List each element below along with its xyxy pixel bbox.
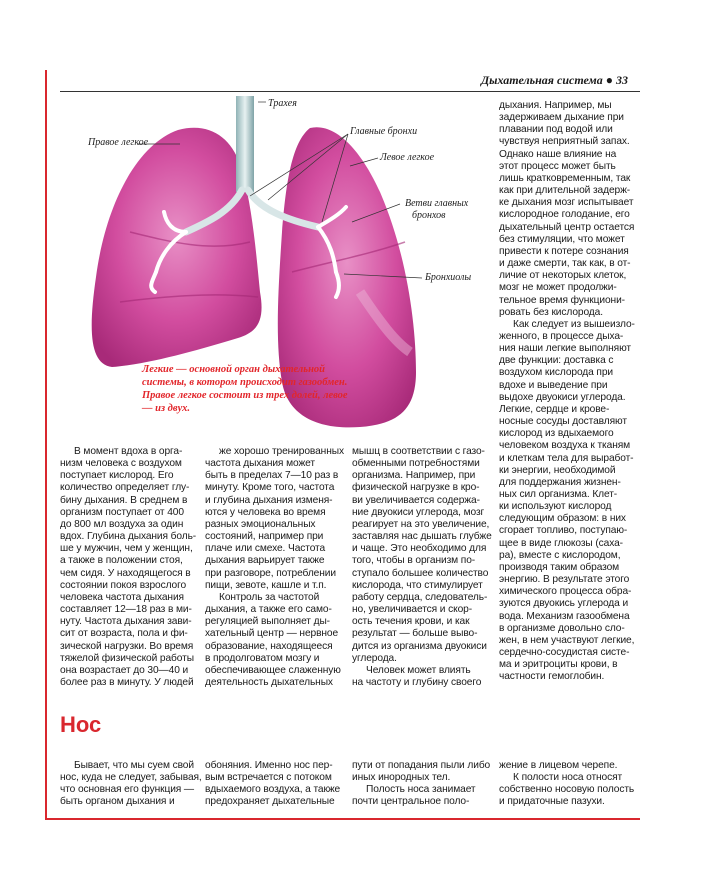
text-line: и даже смерти, так как, в от- [499, 258, 631, 270]
label-left-lung: Левое легкое [380, 152, 435, 163]
nos-column-3 [352, 760, 490, 809]
text-line: Человек может влиять [366, 664, 471, 676]
text-line: углерода. [352, 652, 397, 664]
label-branches-2: бронхов [412, 210, 446, 221]
text-line: физической нагрузке в кро- [352, 482, 480, 494]
text-line: для поддержания жизнен- [499, 476, 621, 488]
text-line: организм поступает от 400 [60, 506, 184, 518]
text-line: Легкие, сердце и крове- [499, 403, 610, 415]
text-line: зической нагрузки. Во время [60, 640, 194, 652]
text-line: что основная его функция — [60, 784, 195, 796]
text-line: ость течения крови, и как [352, 616, 470, 628]
text-line: привести к потере сознания [499, 245, 629, 257]
label-main-bronchi: Главные бронхи [350, 126, 418, 137]
text-line: зуются двуокись углерода и [499, 598, 629, 610]
text-line: жен, в нем участвуют легкие, [499, 634, 635, 646]
text-line: сгорает топливо, поступаю- [499, 525, 628, 537]
text-line: жение в лицевом черепе. [499, 760, 618, 771]
text-line: кислород из вдыхаемого [499, 428, 614, 440]
text-line: собственно носовую полость [499, 784, 635, 796]
text-line: и глубина дыхания изменя- [205, 494, 333, 506]
page-border-bottom [45, 818, 640, 820]
text-line: минуту. Кроме того, частота [205, 482, 335, 494]
text-line: пути от попадания пыли либо [352, 760, 491, 771]
figure-caption: Легкие — основной орган дыхательной системы, в котором происходит газообмен. Правое легкое состоит из трех долей, левое — из двух. [142, 364, 348, 414]
text-line: лишь кратковременным, так [499, 172, 631, 184]
text-line: без стимуляции, что может [499, 233, 625, 245]
text-line: мозг не может продолжи- [499, 282, 617, 294]
text-line: плавании под водой или [499, 124, 613, 136]
text-line: ровать без кислорода. [499, 306, 603, 318]
text-line: ступало большее количество [352, 567, 489, 579]
text-line: составляет 12—18 раз в ми- [60, 604, 192, 616]
text-line: нуту. Частота дыхания зави- [60, 616, 192, 628]
text-line: дится из организма двуокиси [352, 640, 487, 652]
text-line: частота дыхания может [205, 458, 315, 470]
text-line: Контроль за частотой [219, 591, 320, 603]
text-line: заставляя нас дышать глубже [352, 531, 492, 543]
text-line: две функции: доставка с [499, 355, 614, 367]
text-line: ки используют кислород [499, 501, 612, 513]
text-line: Как следует из вышеизло- [513, 318, 635, 330]
text-line: в продолговатом мозгу и [205, 652, 320, 664]
text-line: дыхания, а также его само- [205, 604, 332, 616]
text-line: этот процесс может быть [499, 160, 616, 172]
text-line: реагирует на это увеличение, [352, 518, 490, 530]
text-line: ма и эритроциты крови, в [499, 659, 618, 671]
text-line: вода. Механизм газообмена [499, 610, 630, 622]
text-line: но, увеличивается и скор- [352, 604, 472, 616]
text-line: результат — больше выво- [352, 628, 478, 640]
text-line: и клеткам тела для выработ- [499, 452, 634, 464]
text-line: пищи, зевоте, кашле и т.п. [205, 579, 327, 591]
text-line: того, чтобы в организм по- [352, 555, 476, 567]
text-line: щее в виде глюкозы (саха- [499, 537, 623, 549]
text-line: при разговоре, потреблении [205, 567, 336, 579]
text-line: иных инородных тел. [352, 772, 451, 784]
text-line: Полость носа занимает [366, 784, 476, 796]
text-line: вым встречается с потоком [205, 772, 332, 784]
text-line: тяжелой физической работы [60, 652, 194, 664]
section-heading-nos: Нос [60, 712, 102, 737]
nos-column-1 [60, 760, 202, 809]
nos-column-4 [499, 760, 637, 809]
text-line: ки энергии, необходимой [499, 464, 616, 476]
running-header [481, 73, 628, 88]
text-line: обеспечивающее слаженную [205, 664, 341, 676]
text-line: энергию. В результате этого [499, 574, 630, 586]
text-line: предохраняет дыхательные [205, 796, 335, 808]
text-line: ния наши легкие выполняют [499, 343, 631, 355]
bullet-icon: ● [605, 73, 613, 87]
text-line: же хорошо тренированных [219, 446, 344, 457]
text-line: количество определяет глу- [60, 482, 190, 494]
text-line: вдохе и выведение при [499, 379, 608, 391]
text-line: дыхательный центр остается [499, 221, 635, 233]
text-line: носные сосуды доставляют [499, 416, 627, 428]
text-line: вдох. Глубина дыхания боль- [60, 531, 197, 543]
text-line: дыхания варьирует также [205, 555, 325, 567]
page-number: 33 [616, 73, 628, 87]
text-line: химического процесса обра- [499, 586, 632, 598]
text-column-1 [60, 446, 195, 689]
text-line: работу сердца, следователь- [352, 591, 488, 603]
label-branches-1: Ветви главных [405, 198, 469, 209]
text-line: сит от возраста, пола и фи- [60, 628, 188, 640]
text-line: Бывает, что мы суем свой [74, 760, 194, 771]
text-line: ше у мужчин, чем у женщин, [60, 543, 193, 555]
text-line: чем сидя. У находящегося в [60, 567, 191, 579]
text-line: К полости носа относят [513, 772, 623, 784]
text-line: и придаточные пазухи. [499, 796, 605, 808]
text-line: воздухом кислорода при [499, 367, 614, 379]
text-line: низм человека с воздухом [60, 458, 182, 470]
text-line: тельное время функциони- [499, 294, 625, 306]
text-line: ются у человека во время [205, 506, 326, 518]
text-line: ние двуокиси углерода, мозг [352, 506, 485, 518]
text-line: состояний, например при [205, 531, 324, 543]
text-line: хательный центр — нервное [205, 628, 339, 640]
text-line: организма. Например, при [352, 470, 476, 482]
text-column-2 [205, 446, 344, 689]
nos-column-2 [205, 760, 343, 809]
text-line: дыхания. Например, мы [499, 100, 612, 111]
text-line: чувствуя неприятный запах. [499, 136, 630, 148]
text-line: а также в положении стоя, [60, 555, 183, 567]
text-line: В момент вдоха в орга- [74, 446, 183, 457]
text-line: нос, куда не следует, забывая, [60, 772, 202, 784]
text-line: Однако наше влияние на [499, 148, 617, 160]
label-right-lung: Правое легкое [88, 137, 149, 148]
text-line: деятельность дыхательных [205, 676, 333, 688]
text-line: ных сил организма. Клет- [499, 489, 618, 500]
text-line: разных эмоциональных [205, 518, 316, 530]
text-line: образование, находящееся [205, 640, 333, 652]
text-line: обменными потребностями [352, 458, 480, 470]
text-column-4 [499, 100, 634, 684]
text-line: плаче или смехе. Частота [205, 543, 326, 555]
text-line: обоняния. Именно нос пер- [205, 760, 333, 771]
header-section-title: Дыхательная система [480, 73, 603, 87]
text-line: сердечно-сосудистая систе- [499, 647, 630, 659]
page-border-left [45, 70, 47, 820]
label-trachea: Трахея [268, 98, 297, 109]
text-line: как при длительной задерж- [499, 185, 631, 197]
text-line: выдохе двуокиси углерода. [499, 391, 626, 403]
text-line: на частоту и глубину своего [352, 676, 482, 688]
text-line: почти центральное поло- [352, 796, 470, 808]
text-line: человека частота дыхания [60, 591, 184, 603]
text-line: человеком воздуха к тканям [499, 440, 631, 452]
text-line: ви увеличивается содержа- [352, 494, 480, 506]
text-line: частности гемоглобин. [499, 671, 605, 683]
text-line: кислородное голодание, его [499, 209, 630, 221]
text-line: задерживаем дыхание при [499, 112, 624, 124]
text-line: быть в пределах 7—10 раз в [205, 470, 339, 482]
text-line: бину дыхания. В среднем в [60, 494, 188, 506]
text-line: следующим образом: в них [499, 513, 626, 525]
text-line: более раз в минуту. У людей [60, 676, 194, 688]
text-line: производя таким образом [499, 561, 620, 573]
text-line: ке дыхания мозг испытывает [499, 197, 634, 209]
text-line: ра), вместе с кислородом, [499, 549, 621, 561]
text-line: вдыхаемого воздуха, а также [205, 784, 341, 796]
text-column-3 [352, 446, 490, 689]
text-line: регуляцией выполняет ды- [205, 616, 330, 628]
text-line: поступает кислород. Его [60, 470, 174, 482]
text-line: до 800 мл воздуха за один [60, 518, 184, 530]
text-line: женного, в процессе дыха- [499, 330, 624, 342]
label-bronchioles: Бронхиолы [425, 272, 472, 283]
text-line: мышц в соответствии с газо- [352, 446, 485, 457]
text-line: быть органом дыхания и [60, 796, 175, 808]
text-line: состоянии покоя взрослого [60, 579, 187, 591]
text-line: кислорода, что стимулирует [352, 579, 483, 591]
text-line: она возрастает до 30—40 и [60, 664, 189, 676]
text-line: и чаще. Это необходимо для [352, 543, 487, 555]
text-line: в организме довольно сло- [499, 622, 625, 634]
trachea-shape [236, 96, 254, 192]
text-line: личие от некоторых клеток, [499, 270, 627, 282]
